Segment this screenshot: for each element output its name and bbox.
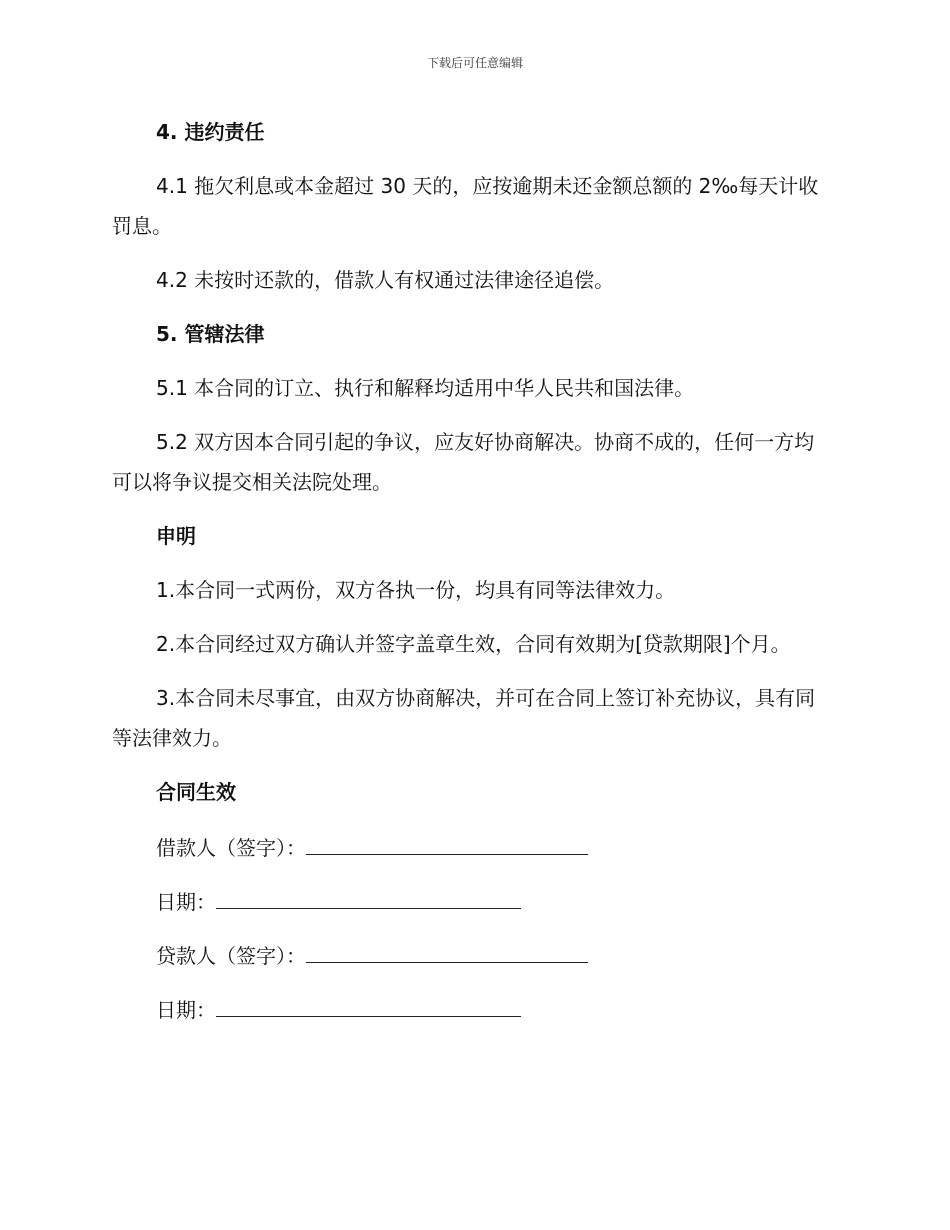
section-5-heading: 5. 管辖法律 xyxy=(156,322,265,346)
section-4-heading: 4. 违约责任 xyxy=(156,120,265,144)
borrower-signature-field[interactable] xyxy=(306,826,588,855)
clause-4-2: 4.2 未按时还款的，借款人有权通过法律途径追偿。 xyxy=(156,268,615,292)
borrower-date-label: 日期： xyxy=(156,890,216,914)
declaration-item-2: 2.本合同经过双方确认并签字盖章生效，合同有效期为[贷款期限]个月。 xyxy=(156,632,791,656)
clause-4-1: 4.1 拖欠利息或本金超过 30 天的，应按逾期未还金额总额的 2‰每天计收罚息。 xyxy=(112,174,819,238)
lender-signature-field[interactable] xyxy=(306,934,588,963)
lender-signature-row xyxy=(112,934,828,974)
lender-date-label: 日期： xyxy=(156,998,216,1022)
borrower-date-field[interactable] xyxy=(216,880,521,909)
lender-date-field[interactable] xyxy=(216,988,521,1017)
clause-5-1: 5.1 本合同的订立、执行和解释均适用中华人民共和国法律。 xyxy=(156,376,695,400)
declaration-item-1: 1.本合同一式两份，双方各执一份，均具有同等法律效力。 xyxy=(156,578,676,602)
document-body xyxy=(112,112,828,1042)
borrower-signature-label: 借款人（签字）： xyxy=(156,836,306,860)
borrower-date-row xyxy=(112,880,828,920)
borrower-signature-row xyxy=(112,826,828,866)
clause-5-2: 5.2 双方因本合同引起的争议，应友好协商解决。协商不成的，任何一方均可以将争议提交相关法院处理。 xyxy=(112,430,815,494)
declaration-item-3: 3.本合同未尽事宜，由双方协商解决，并可在合同上签订补充协议，具有同等法律效力。 xyxy=(112,686,816,750)
lender-signature-label: 贷款人（签字）： xyxy=(156,944,306,968)
page-header-note: 下载后可任意编辑 xyxy=(426,56,523,70)
effective-heading: 合同生效 xyxy=(156,780,236,804)
declaration-heading: 申明 xyxy=(156,524,196,548)
lender-date-row xyxy=(112,988,828,1028)
